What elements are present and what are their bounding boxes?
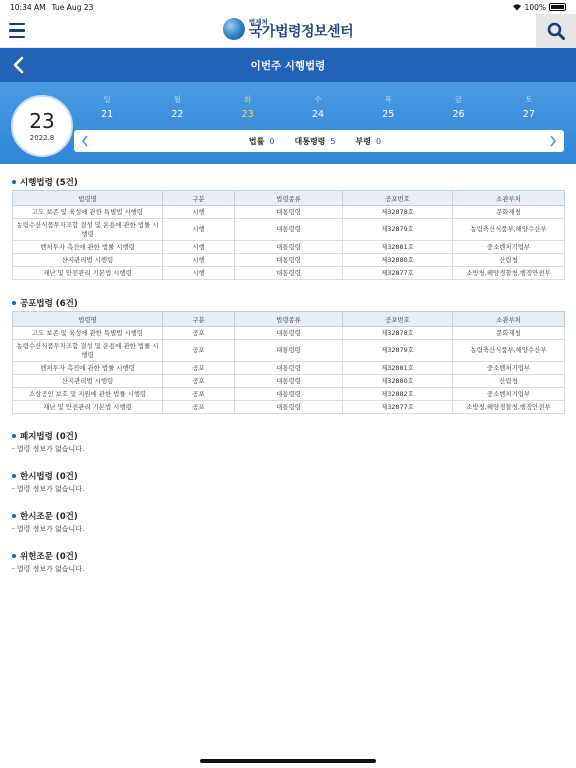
logo-globe-icon	[223, 18, 245, 40]
day-fri[interactable]	[423, 94, 493, 120]
day-date: 26	[452, 109, 465, 120]
law-kind: 대통령령	[235, 340, 343, 362]
law-type: 공포	[163, 327, 235, 340]
promulgation-number: 제32882호	[343, 388, 453, 401]
col-header: 법령명	[13, 312, 163, 327]
next-week-button[interactable]	[546, 134, 560, 148]
law-kind: 대통령령	[235, 206, 343, 219]
status-time: 10:34 AM	[10, 2, 46, 12]
law-kind: 대통령령	[235, 241, 343, 254]
law-name[interactable]: 농림수산식품투자조합 결성 및 운용에 관한 법률 시행령	[13, 219, 163, 241]
section-title: 위헌조문 (0건)	[12, 548, 564, 564]
table-row[interactable]	[13, 219, 565, 241]
day-tue-selected[interactable]	[213, 94, 283, 120]
law-name[interactable]: 소상공인 보호 및 지원에 관한 법률 시행령	[13, 388, 163, 401]
chevron-right-icon	[549, 135, 557, 147]
law-count-bar	[74, 130, 564, 152]
bullet-icon	[12, 180, 16, 184]
day-sun[interactable]	[72, 94, 142, 120]
status-bar	[0, 0, 576, 14]
law-kind: 대통령령	[235, 362, 343, 375]
logo	[223, 18, 353, 40]
content	[0, 164, 576, 578]
law-type: 공포	[163, 375, 235, 388]
selected-year-month: 2022.8	[29, 133, 55, 142]
col-header: 공포번호	[343, 312, 453, 327]
app-header	[0, 14, 576, 48]
promulgation-number: 제32878호	[343, 206, 453, 219]
table-row[interactable]	[13, 267, 565, 280]
law-name[interactable]: 벤처투자 촉진에 관한 법률 시행령	[13, 362, 163, 375]
bullet-icon	[12, 434, 16, 438]
day-name: 토	[525, 95, 533, 104]
law-kind: 대통령령	[235, 267, 343, 280]
home-indicator[interactable]	[200, 759, 376, 763]
col-header: 구분	[163, 312, 235, 327]
table-row[interactable]	[13, 362, 565, 375]
col-header: 법령종류	[235, 191, 343, 206]
count-label-law: 법률	[248, 136, 265, 146]
law-kind: 대통령령	[235, 327, 343, 340]
day-date: 21	[101, 109, 114, 120]
law-name[interactable]: 산지관리법 시행령	[13, 254, 163, 267]
day-wed[interactable]	[283, 94, 353, 120]
col-header: 구분	[163, 191, 235, 206]
day-name: 금	[454, 95, 463, 104]
day-date: 27	[522, 109, 535, 120]
table-row[interactable]	[13, 401, 565, 414]
law-type: 공포	[163, 340, 235, 362]
law-type: 시행	[163, 267, 235, 280]
department: 중소벤처기업부	[453, 362, 565, 375]
day-name: 월	[173, 95, 182, 104]
section-title: 공포법령 (6건)	[12, 295, 564, 311]
menu-button[interactable]	[0, 14, 34, 48]
day-date: 25	[382, 109, 395, 120]
col-header: 공포번호	[343, 191, 453, 206]
law-kind: 대통령령	[235, 401, 343, 414]
week-calendar	[0, 82, 576, 164]
count-label-decree: 대통령령	[294, 136, 326, 146]
section-title: 시행법령 (5건)	[12, 174, 564, 190]
col-header: 법령종류	[235, 312, 343, 327]
day-thu[interactable]	[353, 94, 423, 120]
col-header: 소관부처	[453, 312, 565, 327]
department: 문화재청	[453, 327, 565, 340]
col-header: 소관부처	[453, 191, 565, 206]
day-date: 24	[311, 109, 325, 120]
law-type: 시행	[163, 254, 235, 267]
bullet-icon	[12, 554, 16, 558]
law-type: 시행	[163, 206, 235, 219]
page-title: 이번주 시행법령	[250, 59, 326, 72]
promulgation-number: 제32880호	[343, 375, 453, 388]
battery-icon	[549, 3, 566, 11]
day-name: 화	[244, 95, 252, 104]
promulgation-number: 제32877호	[343, 401, 453, 414]
law-name[interactable]: 재난 및 안전관리 기본법 시행령	[13, 267, 163, 280]
law-name[interactable]: 고도 보존 및 육성에 관한 특별법 시행령	[13, 206, 163, 219]
count-value-ordinance: 0	[375, 136, 382, 146]
department: 농림축산식품부,해양수산부	[453, 340, 565, 362]
section-title: 한시법령 (0건)	[12, 468, 564, 484]
department: 소방청,해양경찰청,행정안전부	[453, 401, 565, 414]
law-kind: 대통령령	[235, 388, 343, 401]
department: 중소벤처기업부	[453, 388, 565, 401]
section-title: 폐지법령 (0건)	[12, 428, 564, 444]
title-bar	[0, 48, 576, 82]
law-type: 시행	[163, 219, 235, 241]
law-type: 공포	[163, 362, 235, 375]
logo-title: 국가법령정보센터	[248, 24, 354, 41]
day-date: 23	[241, 109, 254, 120]
promulgation-number: 제32880호	[343, 254, 453, 267]
promulgation-number: 제32879호	[343, 340, 453, 362]
prev-week-button[interactable]	[78, 134, 92, 148]
law-name[interactable]: 농림수산식품투자조합 결성 및 운용에 관한 법률 시행령	[13, 340, 163, 362]
promulgation-number: 제32881호	[343, 241, 453, 254]
law-kind: 대통령령	[235, 219, 343, 241]
department: 농림축산식품부,해양수산부	[453, 219, 565, 241]
law-type: 시행	[163, 241, 235, 254]
law-kind: 대통령령	[235, 254, 343, 267]
week-days	[72, 94, 564, 120]
status-date: Tue Aug 23	[51, 2, 94, 12]
table-row[interactable]	[13, 241, 565, 254]
table-row[interactable]	[13, 254, 565, 267]
bullet-icon	[12, 514, 16, 518]
search-icon	[547, 22, 565, 40]
empty-message: - 법령 정보가 없습니다.	[12, 525, 85, 533]
table-row[interactable]	[13, 388, 565, 401]
day-name: 일	[103, 95, 111, 104]
table-row[interactable]	[13, 340, 565, 362]
empty-message: - 법령 정보가 없습니다.	[12, 485, 85, 493]
law-name[interactable]: 고도 보존 및 육성에 관한 특별법 시행령	[13, 327, 163, 340]
section-title: 한시조문 (0건)	[12, 508, 564, 524]
count-value-law: 0	[269, 136, 275, 146]
table-row[interactable]	[13, 327, 565, 340]
day-sat[interactable]	[494, 94, 564, 120]
logo-ministry: 법제처	[248, 17, 268, 26]
law-kind: 대통령령	[235, 375, 343, 388]
law-name[interactable]: 재난 및 안전관리 기본법 시행령	[13, 401, 163, 414]
back-button[interactable]	[8, 54, 28, 76]
chevron-left-icon	[12, 56, 24, 74]
day-name: 목	[384, 95, 392, 104]
selected-day: 23	[29, 108, 55, 133]
law-name[interactable]: 산지관리법 시행령	[13, 375, 163, 388]
count-value-decree: 5	[330, 136, 336, 146]
law-name[interactable]: 벤처투자 촉진에 관한 법률 시행령	[13, 241, 163, 254]
day-date: 22	[171, 109, 184, 120]
law-table-promulgated	[12, 311, 565, 414]
promulgation-number: 제32879호	[343, 219, 453, 241]
department: 중소벤처기업부	[453, 241, 565, 254]
table-row[interactable]	[13, 375, 565, 388]
count-label-ordinance: 부령	[355, 136, 371, 146]
day-name: 수	[314, 95, 322, 104]
department: 문화재청	[453, 206, 565, 219]
empty-message: - 법령 정보가 없습니다.	[12, 565, 85, 573]
promulgation-number: 제32877호	[343, 267, 453, 280]
department: 산림청	[453, 254, 565, 267]
search-button[interactable]	[536, 14, 576, 48]
bullet-icon	[12, 474, 16, 478]
law-table-enforced	[12, 190, 565, 280]
law-type: 공포	[163, 401, 235, 414]
selected-date-badge	[11, 95, 73, 157]
col-header: 법령명	[13, 191, 163, 206]
department: 산림청	[453, 375, 565, 388]
chevron-left-icon	[81, 135, 89, 147]
empty-message: - 법령 정보가 없습니다.	[12, 445, 85, 453]
promulgation-number: 제32881호	[343, 362, 453, 375]
wifi-icon	[512, 3, 522, 11]
day-mon[interactable]	[142, 94, 212, 120]
battery-percent: 100%	[524, 2, 546, 12]
table-row[interactable]	[13, 206, 565, 219]
law-type: 공포	[163, 388, 235, 401]
bullet-icon	[12, 301, 16, 305]
department: 소방청,해양경찰청,행정안전부	[453, 267, 565, 280]
promulgation-number: 제32878호	[343, 327, 453, 340]
